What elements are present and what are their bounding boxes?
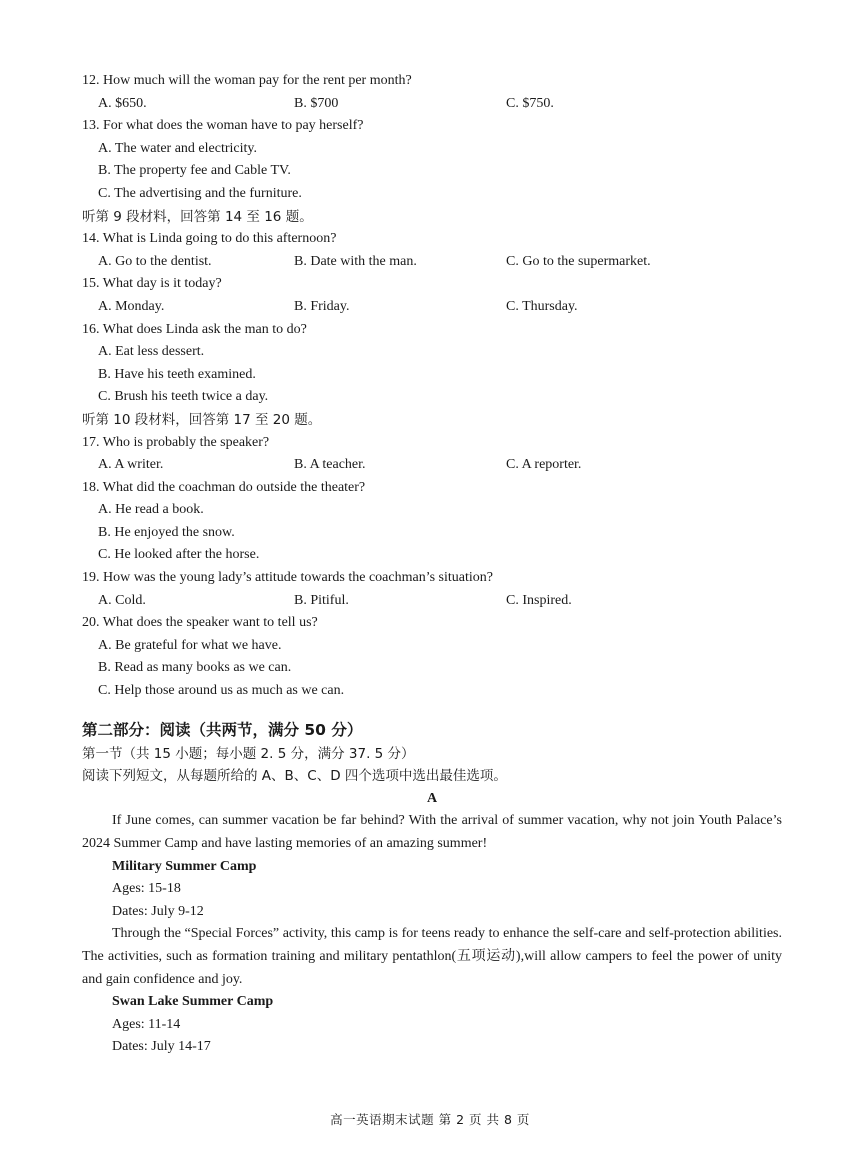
- answer-option: C. A reporter.: [506, 457, 582, 473]
- passage-label: A: [426, 790, 438, 806]
- question-stem: 12. How much will the woman pay for the rent per month?: [82, 73, 412, 88]
- option-row: [82, 251, 782, 274]
- section1-header: 第一节（共 15 小题；每小题 2. 5 分，满分 37. 5 分）: [82, 745, 415, 762]
- passage-intro: If June comes, can summer vacation be far behind? With the arrival of summer vacation, why not join Youth Palace’s 2024 Summer Camp and have lasting memories of an amazing summer!: [82, 813, 782, 851]
- answer-option: B. $700: [294, 95, 339, 111]
- answer-option: A. Cold.: [98, 592, 146, 608]
- option-row: [82, 590, 782, 613]
- answer-option: C. Thursday.: [506, 298, 578, 314]
- question-stem: 18. What did the coachman do outside the theater?: [82, 479, 366, 495]
- answer-option: C. He looked after the horse.: [98, 547, 260, 563]
- camp-dates-military: Dates: July 9-12: [112, 903, 204, 919]
- camp-title-military: Military Summer Camp: [112, 858, 257, 874]
- part2-title: 第二部分：阅读（共两节，满分 50 分）: [82, 720, 363, 739]
- exam-page: [82, 70, 782, 1059]
- answer-option: A. Eat less dessert.: [98, 344, 205, 360]
- camp-dates-swan-lake: Dates: July 14-17: [112, 1039, 211, 1055]
- answer-option: B. Date with the man.: [294, 253, 417, 269]
- answer-option: C. The advertising and the furniture.: [98, 185, 302, 201]
- answer-option: A. The water and electricity.: [98, 140, 257, 156]
- option-row: [82, 296, 782, 319]
- listening-instruction: 听第 10 段材料，回答第 17 至 20 题。: [82, 411, 322, 428]
- question-stem: 13. For what does the woman have to pay herself?: [82, 118, 364, 134]
- camp-desc-military: Through the “Special Forces” activity, this camp is for teens ready to enhance the self-care and self-protection abilities. The activities, such as formation training and military pentathlon(五项运动),will allow campers to feel the power of unity and gain confidence and joy.: [82, 926, 782, 987]
- reading-instruction: 阅读下列短文，从每题所给的 A、B、C、D 四个选项中选出最佳选项。: [82, 768, 507, 785]
- answer-option: C. Go to the supermarket.: [506, 253, 651, 269]
- question-stem: 15. What day is it today?: [82, 276, 222, 292]
- answer-option: C. Help those around us as much as we can.: [98, 683, 345, 699]
- question-stem: 14. What is Linda going to do this afternoon?: [82, 231, 337, 247]
- camp-ages-military: Ages: 15-18: [112, 881, 181, 897]
- answer-option: B. Have his teeth examined.: [98, 366, 256, 382]
- answer-option: A. He read a book.: [98, 502, 204, 518]
- answer-option: B. Friday.: [294, 298, 350, 314]
- option-row: [82, 93, 782, 116]
- camp-ages-swan-lake: Ages: 11-14: [112, 1016, 181, 1032]
- answer-option: A. Be grateful for what we have.: [98, 637, 282, 653]
- answer-option: B. A teacher.: [294, 457, 366, 473]
- answer-option: B. The property fee and Cable TV.: [98, 163, 291, 179]
- answer-option: C. $750.: [506, 95, 554, 111]
- question-stem: 16. What does Linda ask the man to do?: [82, 321, 307, 337]
- page-footer: 高一英语期末试题 第 2 页 共 8 页: [330, 1112, 530, 1127]
- listening-instruction: 听第 9 段材料，回答第 14 至 16 题。: [82, 208, 313, 225]
- camp-title-swan-lake: Swan Lake Summer Camp: [112, 994, 274, 1010]
- answer-option: A. Monday.: [98, 298, 165, 314]
- question-stem: 17. Who is probably the speaker?: [82, 434, 270, 450]
- answer-option: B. He enjoyed the snow.: [98, 524, 235, 540]
- answer-option: C. Brush his teeth twice a day.: [98, 389, 269, 405]
- answer-option: A. A writer.: [98, 457, 164, 473]
- answer-option: A. Go to the dentist.: [98, 253, 212, 269]
- listening-section: [82, 70, 782, 703]
- question-stem: 20. What does the speaker want to tell us?: [82, 615, 318, 631]
- answer-option: C. Inspired.: [506, 592, 572, 608]
- answer-option: B. Read as many books as we can.: [98, 660, 292, 676]
- answer-option: A. $650.: [98, 95, 147, 111]
- answer-option: B. Pitiful.: [294, 592, 349, 608]
- option-row: [82, 454, 782, 477]
- question-stem: 19. How was the young lady’s attitude towards the coachman’s situation?: [82, 570, 493, 586]
